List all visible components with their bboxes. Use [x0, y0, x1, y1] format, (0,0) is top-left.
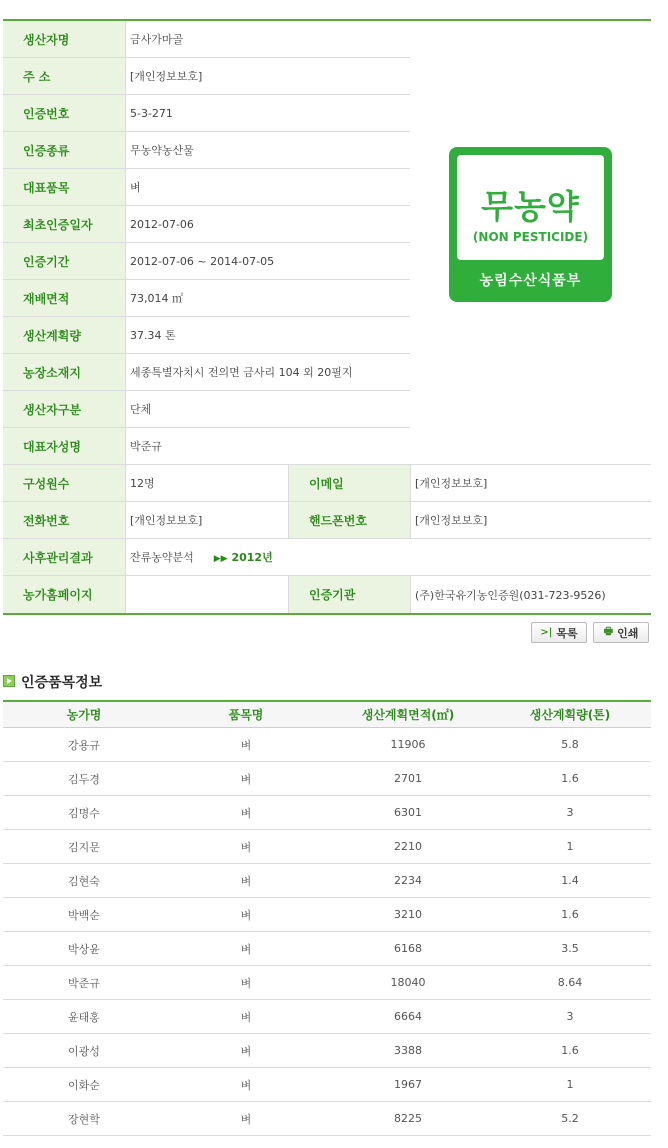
planned-area-cell: 2210: [394, 840, 422, 853]
header-planned-output: 생산계획량(톤): [529, 708, 611, 722]
label-homepage: 농가홈페이지: [3, 576, 126, 613]
no-pesticide-certification-logo: [449, 147, 612, 302]
table-row: [3, 966, 651, 1000]
planned-area-cell: 18040: [390, 976, 426, 989]
value-mobile: [개인정보보호]: [411, 502, 651, 539]
table-body: [3, 728, 651, 1136]
planned-output-cell: 8.64: [557, 976, 583, 989]
label-representative: 대표자성명: [3, 428, 126, 465]
value-producer-name: 금사가마골: [126, 21, 410, 58]
value-phone: [개인정보보호]: [126, 502, 288, 539]
table-row: [3, 1000, 651, 1034]
logo-white-panel: [457, 155, 604, 260]
table-row: [3, 1034, 651, 1068]
item-name-cell: 벼: [240, 976, 252, 990]
table-header: [3, 700, 651, 728]
label-cert-type: 인증종류: [3, 132, 126, 169]
item-name-cell: 벼: [240, 738, 252, 752]
certification-info-table: [3, 19, 651, 615]
planned-output-cell: 1.6: [561, 772, 579, 785]
label-followup-result: 사후관리결과: [3, 539, 126, 576]
value-members: 12명: [126, 465, 288, 502]
label-address: 주 소: [3, 58, 126, 95]
label-cultivation-area: 재배면적: [3, 280, 126, 317]
label-members: 구성원수: [3, 465, 126, 502]
planned-area-cell: 6301: [394, 806, 422, 819]
printer-icon: 🖶: [603, 626, 614, 637]
label-email: 이메일: [288, 465, 411, 502]
table-row: [3, 864, 651, 898]
item-name-cell: 벼: [240, 874, 252, 888]
print-button-label: 인쇄: [617, 626, 639, 640]
item-name-cell: 벼: [240, 1010, 252, 1024]
table-row: [3, 1068, 651, 1102]
label-phone: 전화번호: [3, 502, 126, 539]
planned-area-cell: 8225: [394, 1112, 422, 1125]
planned-output-cell: 1: [566, 840, 574, 853]
label-producer-type: 생산자구분: [3, 391, 126, 428]
list-button[interactable]: [531, 622, 587, 643]
followup-text: 잔류농약분석: [130, 551, 194, 564]
label-planned-output: 생산계획량: [3, 317, 126, 354]
farmer-name-cell: 김두경: [68, 772, 100, 786]
value-cert-period: 2012-07-06 ~ 2014-07-05: [126, 243, 410, 280]
planned-area-cell: 6664: [394, 1010, 422, 1023]
value-address: [개인정보보호]: [126, 58, 410, 95]
logo-title: 무농약: [481, 187, 580, 226]
farmer-name-cell: 이광성: [68, 1044, 100, 1058]
value-cert-number: 5-3-271: [126, 95, 410, 132]
label-first-cert-date: 최초인증일자: [3, 206, 126, 243]
item-name-cell: 벼: [240, 1112, 252, 1126]
planned-area-cell: 3388: [394, 1044, 422, 1057]
planned-output-cell: 3.5: [561, 942, 579, 955]
planned-area-cell: 3210: [394, 908, 422, 921]
value-email: [개인정보보호]: [411, 465, 651, 502]
value-followup-result: [126, 539, 651, 576]
value-planned-output: 37.34 톤: [126, 317, 410, 354]
value-cert-agency: (주)한국유기농인증원(031-723-9526): [415, 588, 606, 602]
farmer-name-cell: 김지문: [68, 840, 100, 854]
value-first-cert-date: 2012-07-06: [126, 206, 410, 243]
planned-output-cell: 1.6: [561, 1044, 579, 1057]
section-bullet-icon: [3, 675, 15, 687]
farmer-name-cell: 박준규: [68, 976, 100, 990]
farmer-name-cell: 윤태홍: [68, 1010, 100, 1024]
table-row: [3, 898, 651, 932]
planned-area-cell: 11906: [390, 738, 426, 751]
planned-area-cell: 1967: [394, 1078, 422, 1091]
logo-ministry: 농림수산식품부: [479, 273, 582, 289]
planned-area-cell: 6168: [394, 942, 422, 955]
planned-area-cell: 2701: [394, 772, 422, 785]
item-name-cell: 벼: [240, 840, 252, 854]
value-producer-type: 단체: [126, 391, 410, 428]
value-farm-location: 세종특별자치시 전의면 금사리 104 외 20필지: [126, 354, 410, 391]
certified-items-table: [3, 700, 651, 1136]
followup-year-label: 2012년: [231, 551, 273, 564]
label-main-item: 대표품목: [3, 169, 126, 206]
item-name-cell: 벼: [240, 1078, 252, 1092]
label-cert-number: 인증번호: [3, 95, 126, 132]
value-homepage: [126, 576, 288, 613]
planned-output-cell: 3: [566, 1010, 574, 1023]
farmer-name-cell: 김현숙: [68, 874, 100, 888]
list-button-label: 목록: [556, 626, 578, 640]
table-row: [3, 762, 651, 796]
farmer-name-cell: 박백순: [68, 908, 100, 922]
value-representative: 박준규: [126, 428, 651, 465]
value-main-item: 벼: [126, 169, 410, 206]
label-producer-name: 생산자명: [3, 21, 126, 58]
header-farmer-name: 농가명: [66, 708, 102, 722]
logo-subtitle: (NON PESTICIDE): [472, 230, 589, 244]
planned-output-cell: 1: [566, 1078, 574, 1091]
farmer-name-cell: 장현학: [68, 1112, 100, 1126]
label-cert-period: 인증기간: [3, 243, 126, 280]
label-farm-location: 농장소재지: [3, 354, 126, 391]
value-cultivation-area: 73,014 ㎡: [126, 280, 410, 317]
followup-year-link[interactable]: [214, 549, 273, 565]
table-row: [3, 830, 651, 864]
print-button[interactable]: [593, 622, 649, 643]
header-item-name: 품목명: [228, 708, 264, 722]
item-name-cell: 벼: [240, 1044, 252, 1058]
planned-output-cell: 3: [566, 806, 574, 819]
planned-output-cell: 1.6: [561, 908, 579, 921]
item-name-cell: 벼: [240, 772, 252, 786]
planned-output-cell: 5.8: [561, 738, 579, 751]
label-cert-agency: 인증기관: [288, 576, 411, 613]
label-mobile: 핸드폰번호: [288, 502, 411, 539]
table-row: [3, 1102, 651, 1136]
farmer-name-cell: 강용규: [68, 738, 100, 752]
farmer-name-cell: 박상윤: [68, 942, 100, 956]
item-name-cell: 벼: [240, 806, 252, 820]
section-title: 인증품목정보: [21, 675, 103, 691]
table-row: [3, 796, 651, 830]
farmer-name-cell: 김명수: [68, 806, 100, 820]
header-planned-area: 생산계획면적(㎡): [361, 708, 455, 722]
farmer-name-cell: 이화순: [68, 1078, 100, 1092]
planned-output-cell: 5.2: [561, 1112, 579, 1125]
item-name-cell: 벼: [240, 908, 252, 922]
list-arrow-icon: >|: [540, 627, 553, 638]
table-row: [3, 728, 651, 762]
table-row: [3, 932, 651, 966]
item-name-cell: 벼: [240, 942, 252, 956]
planned-area-cell: 2234: [394, 874, 422, 887]
planned-output-cell: 1.4: [561, 874, 579, 887]
double-arrow-icon: ▶▶: [213, 554, 228, 564]
value-cert-type: 무농약농산물: [126, 132, 410, 169]
